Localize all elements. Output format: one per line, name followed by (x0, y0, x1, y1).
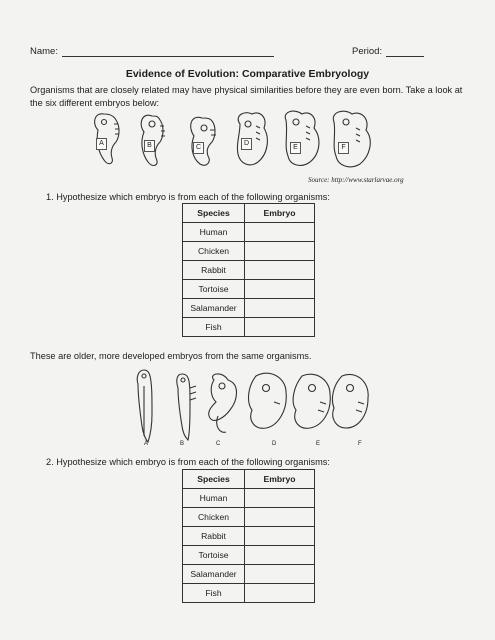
embryo-label-c-top: C (193, 142, 204, 154)
question-1: 1. Hypothesize which embryo is from each of the following organisms: (46, 192, 330, 202)
table1-species-human: Human (183, 223, 245, 242)
name-label: Name: (30, 46, 58, 57)
species-table-2 (182, 469, 315, 603)
table2-species-chicken: Chicken (183, 508, 245, 527)
table2-species-fish: Fish (183, 584, 245, 603)
table2-answer-cell[interactable] (245, 489, 315, 508)
table1-species-tortoise: Tortoise (183, 280, 245, 299)
older-embryos-illustration (130, 366, 370, 446)
older-embryos-text: These are older, more developed embryos from the same organisms. (30, 351, 312, 361)
table1-answer-cell[interactable] (245, 261, 315, 280)
period-label: Period: (352, 46, 383, 57)
embryo-label-a-top: A (96, 138, 107, 150)
species-table-1 (182, 203, 315, 337)
table2-answer-cell[interactable] (245, 546, 315, 565)
table2-species-rabbit: Rabbit (183, 527, 245, 546)
table2-species-tortoise: Tortoise (183, 546, 245, 565)
table1-species-chicken: Chicken (183, 242, 245, 261)
embryo-label-a-bottom: A (144, 441, 149, 447)
table1-header-embryo: Embryo (245, 204, 315, 223)
embryo-label-d-top: D (241, 138, 252, 150)
embryo-label-f-top: F (338, 142, 349, 154)
table1-species-fish: Fish (183, 318, 245, 337)
table1-answer-cell[interactable] (245, 299, 315, 318)
table2-answer-cell[interactable] (245, 565, 315, 584)
table1-answer-cell[interactable] (245, 223, 315, 242)
question-2: 2. Hypothesize which embryo is from each of the following organisms: (46, 457, 330, 467)
page-title: Evidence of Evolution: Comparative Embryology (125, 68, 370, 80)
embryo-label-d-bottom: D (272, 441, 277, 447)
table1-answer-cell[interactable] (245, 242, 315, 261)
table2-species-salamander: Salamander (183, 565, 245, 584)
table2-answer-cell[interactable] (245, 508, 315, 527)
image-source-credit: Source: http://www.starlarvae.org (308, 176, 404, 184)
table1-answer-cell[interactable] (245, 280, 315, 299)
table1-species-rabbit: Rabbit (183, 261, 245, 280)
table1-answer-cell[interactable] (245, 318, 315, 337)
name-blank-line (62, 56, 274, 57)
embryo-label-c-bottom: C (216, 441, 221, 447)
intro-paragraph: Organisms that are closely related may have physical similarities before they are even born. Take a look at the six different embryos below: (30, 85, 463, 108)
table2-species-human: Human (183, 489, 245, 508)
embryo-label-b-bottom: B (180, 441, 185, 447)
embryo-label-f-bottom: F (358, 441, 362, 447)
table2-answer-cell[interactable] (245, 527, 315, 546)
table2-header-embryo: Embryo (245, 470, 315, 489)
table2-answer-cell[interactable] (245, 584, 315, 603)
table2-header-species: Species (183, 470, 245, 489)
embryo-label-e-top: E (290, 142, 301, 154)
period-blank-line (386, 56, 424, 57)
embryo-label-b-top: B (144, 140, 155, 152)
table1-species-salamander: Salamander (183, 299, 245, 318)
embryo-label-e-bottom: E (316, 441, 321, 447)
table1-header-species: Species (183, 204, 245, 223)
